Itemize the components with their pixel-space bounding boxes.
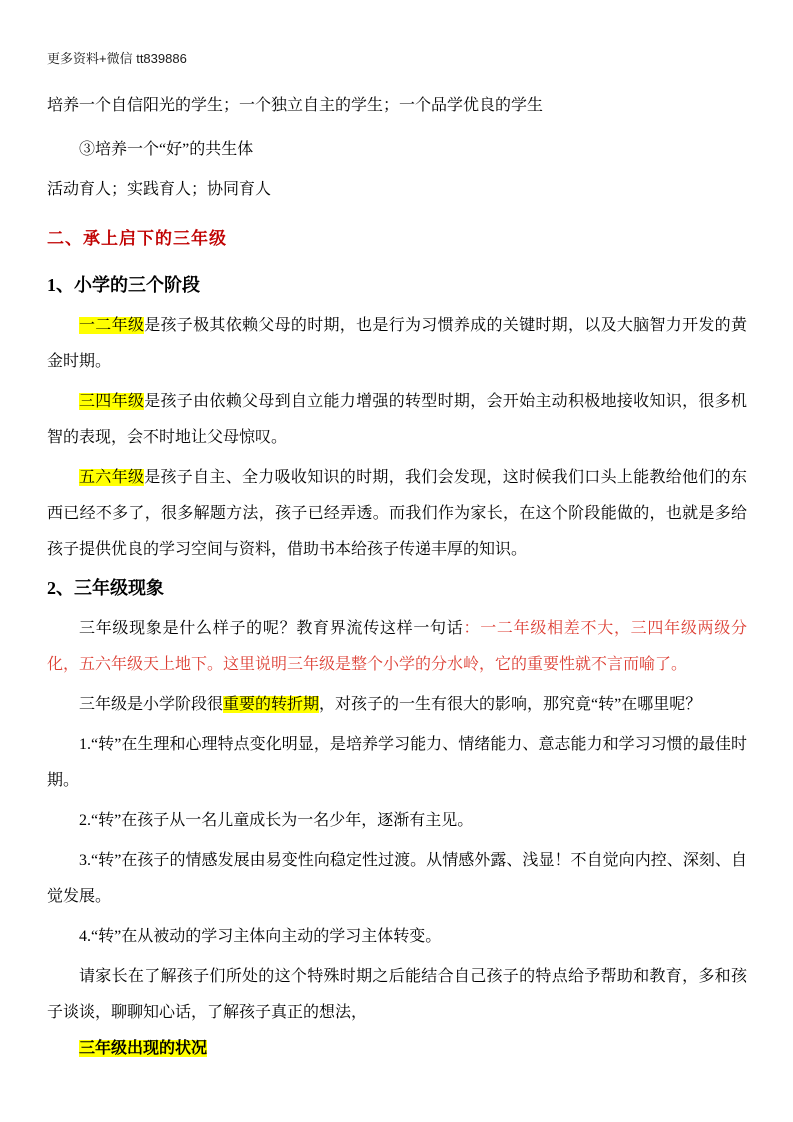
status-heading-line xyxy=(47,1031,747,1067)
paragraph-symbiosis: ③培养一个“好”的共生体 xyxy=(79,141,254,158)
paragraph-turning-point xyxy=(47,687,747,723)
phenomenon-saying-red-text: ：一二年级相差不大，三四年级两级分化，五六年级天上地下。这里说明三年级是整个小学的分水岭，它的重要性就不言而喻了。 xyxy=(47,620,747,673)
paragraph-point-3: 3.“转”在孩子的情感发展由易变性向稳定性过渡。从情感外露、浅显！不自觉向内控、深刻、自觉发展。 xyxy=(47,852,747,905)
subsection-heading-grade3-phenomenon: 2、三年级现象 xyxy=(47,578,164,598)
highlight-grade3-status: 三年级出现的状况 xyxy=(79,1040,208,1057)
paragraph-stage-grade12 xyxy=(47,308,747,380)
paragraph-stage-grade34 xyxy=(47,384,747,456)
highlight-grade56-label: 五六年级 xyxy=(79,469,145,486)
highlight-grade34-label: 三四年级 xyxy=(79,393,145,410)
paragraph-point-4: 4.“转”在从被动的学习主体向主动的学习主体转变。 xyxy=(79,928,442,945)
stage-grade56-text: 是孩子自主、全力吸收知识的时期，我们会发现，这时候我们口头上能教给他们的东西已经不多了，很多解题方法，孩子已经弄透。而我们作为家长，在这个阶段能做的，也就是多给孩子提供优良的学习空间与资料，借助书本给孩子传递丰厚的知识。 xyxy=(47,469,747,558)
paragraph-phenomenon xyxy=(47,611,747,683)
highlight-turning-period: 重要的转折期 xyxy=(223,696,320,713)
stage-grade34-text: 是孩子由依赖父母到自立能力增强的转型时期，会开始主动积极地接收知识，很多机智的表现，会不时地让父母惊叹。 xyxy=(47,393,747,446)
paragraph-stage-grade56 xyxy=(47,460,747,568)
highlight-grade12-label: 一二年级 xyxy=(79,317,145,334)
paragraph-education-methods: 活动育人；实践育人；协同育人 xyxy=(47,181,272,198)
turning-after-text: ，对孩子的一生有很大的影响，那究竟“转”在哪里呢？ xyxy=(319,696,702,713)
section-heading-grade3-bridge: 二、承上启下的三年级 xyxy=(47,229,227,248)
stage-grade12-text: 是孩子极其依赖父母的时期，也是行为习惯养成的关键时期，以及大脑智力开发的黄金时期。 xyxy=(47,317,747,370)
phenomenon-lead-text: 三年级现象是什么样子的呢？教育界流传这样一句话 xyxy=(79,620,464,637)
paragraph-cultivate-goals: 培养一个自信阳光的学生；一个独立自主的学生；一个品学优良的学生 xyxy=(47,97,544,114)
paragraph-parent-advice: 请家长在了解孩子们所处的这个特殊时期之后能结合自己孩子的特点给予帮助和教育，多和孩子谈谈，聊聊知心话，了解孩子真正的想法， xyxy=(47,968,747,1021)
paragraph-point-1: 1.“转”在生理和心理特点变化明显，是培养学习能力、情绪能力、意志能力和学习习惯的最佳时期。 xyxy=(47,736,747,789)
turning-before-text: 三年级是小学阶段很 xyxy=(79,696,224,713)
paragraph-point-2: 2.“转”在孩子从一名儿童成长为一名少年，逐渐有主见。 xyxy=(79,812,474,829)
watermark-text: 更多资料+微信 tt839886 xyxy=(47,51,187,66)
subsection-heading-three-stages: 1、小学的三个阶段 xyxy=(47,275,200,295)
